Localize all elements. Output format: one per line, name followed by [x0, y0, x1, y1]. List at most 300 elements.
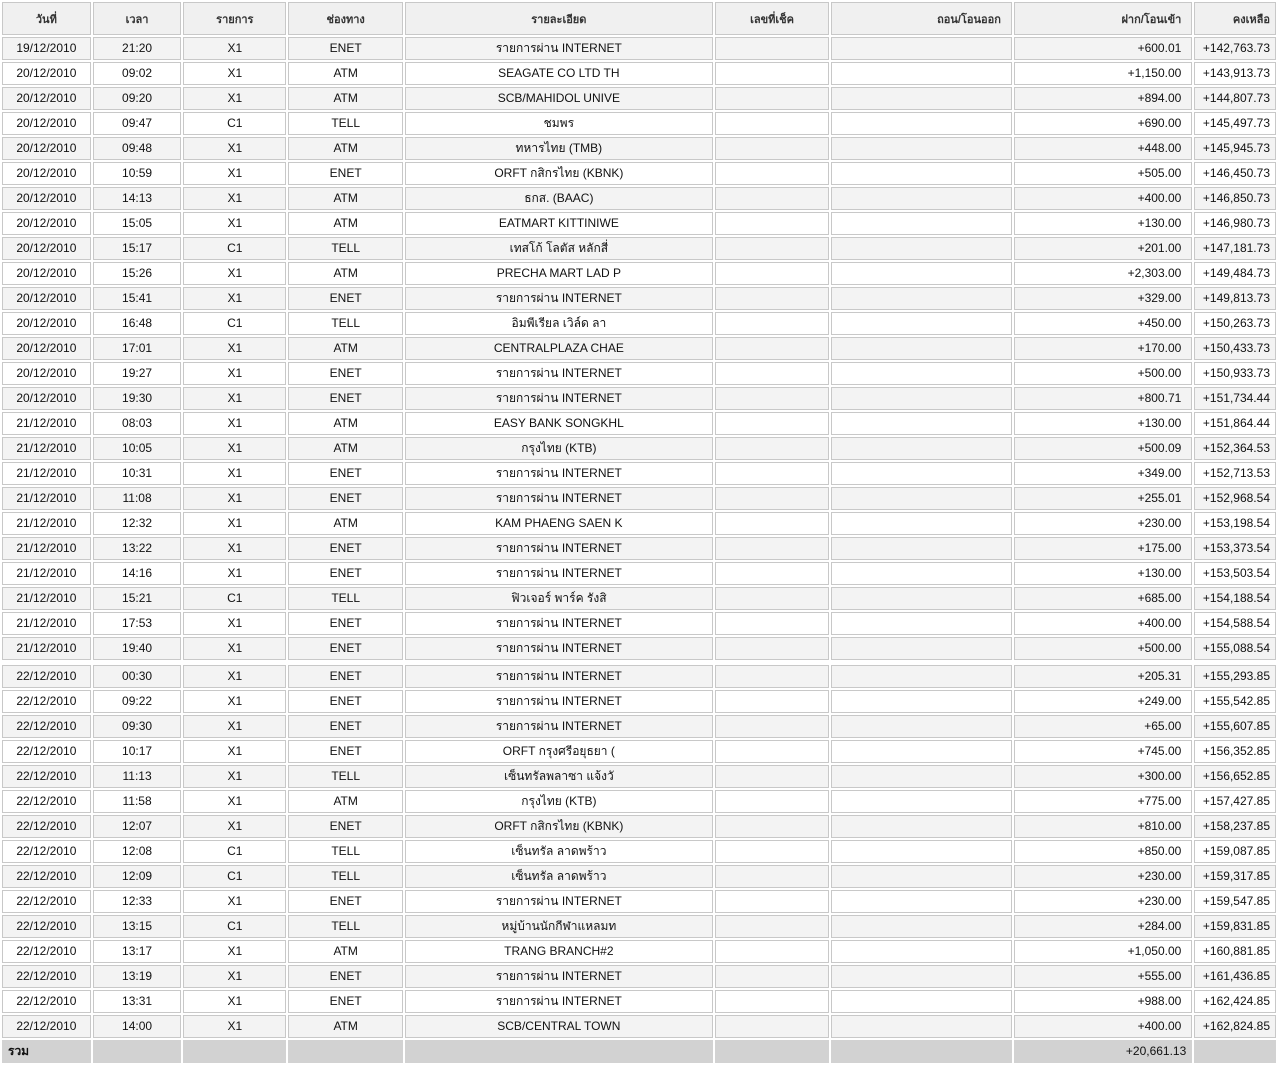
- cell-deposit: +284.00: [1014, 915, 1192, 938]
- cell-channel: TELL: [288, 765, 403, 788]
- cell-details: รายการผ่าน INTERNET: [405, 287, 712, 310]
- cell-channel: TELL: [288, 237, 403, 260]
- cell-channel: ENET: [288, 562, 403, 585]
- cell-transaction-code: X1: [183, 637, 286, 660]
- cell-channel: ENET: [288, 965, 403, 988]
- cell-withdrawal: [831, 690, 1011, 713]
- cell-withdrawal: [831, 262, 1011, 285]
- cell-transaction-code: X1: [183, 562, 286, 585]
- cell-time: 09:22: [93, 690, 182, 713]
- cell-withdrawal: [831, 487, 1011, 510]
- cell-time: 12:33: [93, 890, 182, 913]
- cell-withdrawal: [831, 537, 1011, 560]
- cell-cheque-no: [715, 965, 830, 988]
- cell-details: EASY BANK SONGKHL: [405, 412, 712, 435]
- col-header-channel[interactable]: ช่องทาง: [288, 2, 403, 35]
- cell-time: 13:22: [93, 537, 182, 560]
- table-row[interactable]: [2, 1015, 1276, 1038]
- cell-details: PRECHA MART LAD P: [405, 262, 712, 285]
- cell-balance: +150,263.73: [1194, 312, 1276, 335]
- table-row[interactable]: [2, 87, 1276, 110]
- cell-transaction-code: X1: [183, 162, 286, 185]
- cell-date: 20/12/2010: [2, 112, 91, 135]
- cell-time: 00:30: [93, 665, 182, 688]
- table-row[interactable]: [2, 715, 1276, 738]
- table-row[interactable]: [2, 665, 1276, 688]
- cell-details: รายการผ่าน INTERNET: [405, 562, 712, 585]
- cell-balance: +150,933.73: [1194, 362, 1276, 385]
- cell-details: รายการผ่าน INTERNET: [405, 612, 712, 635]
- cell-cheque-no: [715, 537, 830, 560]
- cell-balance: +158,237.85: [1194, 815, 1276, 838]
- cell-cheque-no: [715, 362, 830, 385]
- col-header-cheque-no[interactable]: เลขที่เช็ค: [715, 2, 830, 35]
- cell-deposit: +130.00: [1014, 212, 1192, 235]
- cell-withdrawal: [831, 412, 1011, 435]
- cell-transaction-code: C1: [183, 840, 286, 863]
- cell-details: CENTRALPLAZA CHAE: [405, 337, 712, 360]
- table-row[interactable]: [2, 512, 1276, 535]
- table-row[interactable]: [2, 890, 1276, 913]
- cell-deposit: +349.00: [1014, 462, 1192, 485]
- cell-deposit: +249.00: [1014, 690, 1192, 713]
- cell-date: 22/12/2010: [2, 740, 91, 763]
- cell-date: 22/12/2010: [2, 715, 91, 738]
- cell-time: 13:15: [93, 915, 182, 938]
- cell-time: 15:17: [93, 237, 182, 260]
- cell-cheque-no: [715, 815, 830, 838]
- cell-channel: ENET: [288, 715, 403, 738]
- cell-balance: +146,850.73: [1194, 187, 1276, 210]
- cell-channel: ENET: [288, 462, 403, 485]
- cell-withdrawal: [831, 562, 1011, 585]
- cell-withdrawal: [831, 387, 1011, 410]
- cell-channel: TELL: [288, 915, 403, 938]
- cell-deposit: +170.00: [1014, 337, 1192, 360]
- cell-details: เทสโก้ โลตัส หลักสี่: [405, 237, 712, 260]
- cell-balance: +159,087.85: [1194, 840, 1276, 863]
- cell-channel: ATM: [288, 1015, 403, 1038]
- cell-time: 09:20: [93, 87, 182, 110]
- cell-time: 21:20: [93, 37, 182, 60]
- cell-date: 20/12/2010: [2, 262, 91, 285]
- cell-deposit: +555.00: [1014, 965, 1192, 988]
- cell-transaction-code: X1: [183, 612, 286, 635]
- cell-details: ORFT กสิกรไทย (KBNK): [405, 815, 712, 838]
- cell-transaction-code: C1: [183, 865, 286, 888]
- cell-withdrawal: [831, 237, 1011, 260]
- col-header-details[interactable]: รายละเอียด: [405, 2, 712, 35]
- table-row[interactable]: [2, 62, 1276, 85]
- cell-cheque-no: [715, 112, 830, 135]
- cell-withdrawal: [831, 212, 1011, 235]
- cell-details: SEAGATE CO LTD TH: [405, 62, 712, 85]
- total-deposit: +20,661.13: [1014, 1040, 1192, 1063]
- cell-withdrawal: [831, 87, 1011, 110]
- transaction-table-body: [2, 37, 1276, 1038]
- cell-balance: +152,968.54: [1194, 487, 1276, 510]
- cell-time: 09:30: [93, 715, 182, 738]
- cell-withdrawal: [831, 287, 1011, 310]
- cell-date: 22/12/2010: [2, 815, 91, 838]
- cell-cheque-no: [715, 665, 830, 688]
- cell-withdrawal: [831, 1015, 1011, 1038]
- cell-time: 15:26: [93, 262, 182, 285]
- cell-date: 20/12/2010: [2, 87, 91, 110]
- cell-cheque-no: [715, 337, 830, 360]
- cell-details: ฟิวเจอร์ พาร์ค รังสิ: [405, 587, 712, 610]
- cell-cheque-no: [715, 587, 830, 610]
- cell-balance: +149,484.73: [1194, 262, 1276, 285]
- cell-details: กรุงไทย (KTB): [405, 437, 712, 460]
- cell-cheque-no: [715, 487, 830, 510]
- col-header-withdrawal[interactable]: ถอน/โอนออก: [831, 2, 1011, 35]
- cell-withdrawal: [831, 512, 1011, 535]
- cell-transaction-code: C1: [183, 312, 286, 335]
- cell-cheque-no: [715, 212, 830, 235]
- cell-date: 20/12/2010: [2, 287, 91, 310]
- cell-date: 22/12/2010: [2, 840, 91, 863]
- cell-balance: +162,824.85: [1194, 1015, 1276, 1038]
- cell-date: 22/12/2010: [2, 940, 91, 963]
- table-row[interactable]: [2, 790, 1276, 813]
- cell-cheque-no: [715, 237, 830, 260]
- cell-transaction-code: X1: [183, 387, 286, 410]
- cell-channel: ATM: [288, 337, 403, 360]
- col-header-transaction[interactable]: รายการ: [183, 2, 286, 35]
- cell-details: รายการผ่าน INTERNET: [405, 37, 712, 60]
- cell-date: 20/12/2010: [2, 312, 91, 335]
- cell-deposit: +130.00: [1014, 562, 1192, 585]
- cell-time: 15:41: [93, 287, 182, 310]
- table-row[interactable]: [2, 412, 1276, 435]
- table-row[interactable]: [2, 162, 1276, 185]
- table-row[interactable]: [2, 437, 1276, 460]
- cell-transaction-code: X1: [183, 462, 286, 485]
- cell-deposit: +205.31: [1014, 665, 1192, 688]
- cell-balance: +161,436.85: [1194, 965, 1276, 988]
- cell-withdrawal: [831, 637, 1011, 660]
- col-header-date[interactable]: วันที่: [2, 2, 91, 35]
- table-row[interactable]: [2, 187, 1276, 210]
- cell-withdrawal: [831, 990, 1011, 1013]
- cell-balance: +160,881.85: [1194, 940, 1276, 963]
- cell-balance: +159,831.85: [1194, 915, 1276, 938]
- cell-date: 21/12/2010: [2, 462, 91, 485]
- table-row[interactable]: [2, 612, 1276, 635]
- cell-details: รายการผ่าน INTERNET: [405, 965, 712, 988]
- cell-channel: ENET: [288, 37, 403, 60]
- cell-time: 08:03: [93, 412, 182, 435]
- cell-time: 19:30: [93, 387, 182, 410]
- table-row[interactable]: [2, 387, 1276, 410]
- cell-withdrawal: [831, 187, 1011, 210]
- cell-date: 21/12/2010: [2, 487, 91, 510]
- cell-deposit: +175.00: [1014, 537, 1192, 560]
- cell-balance: +146,450.73: [1194, 162, 1276, 185]
- cell-details: SCB/CENTRAL TOWN: [405, 1015, 712, 1038]
- cell-channel: ENET: [288, 537, 403, 560]
- cell-deposit: +65.00: [1014, 715, 1192, 738]
- cell-channel: ENET: [288, 740, 403, 763]
- cell-balance: +143,913.73: [1194, 62, 1276, 85]
- cell-channel: ATM: [288, 512, 403, 535]
- cell-date: 20/12/2010: [2, 212, 91, 235]
- cell-time: 14:13: [93, 187, 182, 210]
- cell-balance: +153,198.54: [1194, 512, 1276, 535]
- table-row[interactable]: [2, 337, 1276, 360]
- col-header-balance[interactable]: คงเหลือ: [1194, 2, 1276, 35]
- cell-date: 22/12/2010: [2, 690, 91, 713]
- cell-channel: ATM: [288, 262, 403, 285]
- table-row[interactable]: [2, 237, 1276, 260]
- cell-channel: ENET: [288, 487, 403, 510]
- cell-transaction-code: X1: [183, 715, 286, 738]
- cell-deposit: +690.00: [1014, 112, 1192, 135]
- cell-details: รายการผ่าน INTERNET: [405, 537, 712, 560]
- table-row[interactable]: [2, 37, 1276, 60]
- cell-balance: +151,734.44: [1194, 387, 1276, 410]
- cell-channel: ENET: [288, 612, 403, 635]
- cell-withdrawal: [831, 840, 1011, 863]
- cell-date: 22/12/2010: [2, 790, 91, 813]
- cell-deposit: +775.00: [1014, 790, 1192, 813]
- cell-channel: ENET: [288, 387, 403, 410]
- cell-cheque-no: [715, 312, 830, 335]
- cell-balance: +154,188.54: [1194, 587, 1276, 610]
- cell-cheque-no: [715, 890, 830, 913]
- cell-date: 20/12/2010: [2, 337, 91, 360]
- cell-cheque-no: [715, 865, 830, 888]
- cell-cheque-no: [715, 87, 830, 110]
- cell-deposit: +448.00: [1014, 137, 1192, 160]
- cell-deposit: +988.00: [1014, 990, 1192, 1013]
- table-row[interactable]: [2, 137, 1276, 160]
- cell-withdrawal: [831, 137, 1011, 160]
- cell-details: ORFT กสิกรไทย (KBNK): [405, 162, 712, 185]
- cell-withdrawal: [831, 890, 1011, 913]
- cell-details: รายการผ่าน INTERNET: [405, 690, 712, 713]
- total-row: [2, 1040, 1276, 1063]
- cell-deposit: +230.00: [1014, 865, 1192, 888]
- table-row[interactable]: [2, 462, 1276, 485]
- cell-balance: +162,424.85: [1194, 990, 1276, 1013]
- cell-balance: +156,652.85: [1194, 765, 1276, 788]
- cell-cheque-no: [715, 462, 830, 485]
- cell-date: 22/12/2010: [2, 865, 91, 888]
- table-row[interactable]: [2, 965, 1276, 988]
- cell-time: 09:48: [93, 137, 182, 160]
- cell-withdrawal: [831, 462, 1011, 485]
- cell-withdrawal: [831, 940, 1011, 963]
- cell-details: ORFT กรุงศรีอยุธยา (: [405, 740, 712, 763]
- cell-withdrawal: [831, 112, 1011, 135]
- cell-time: 10:05: [93, 437, 182, 460]
- cell-channel: ATM: [288, 790, 403, 813]
- cell-balance: +142,763.73: [1194, 37, 1276, 60]
- cell-deposit: +400.00: [1014, 187, 1192, 210]
- cell-withdrawal: [831, 665, 1011, 688]
- cell-balance: +155,293.85: [1194, 665, 1276, 688]
- col-header-time[interactable]: เวลา: [93, 2, 182, 35]
- table-row[interactable]: [2, 915, 1276, 938]
- cell-balance: +153,503.54: [1194, 562, 1276, 585]
- cell-transaction-code: X1: [183, 1015, 286, 1038]
- table-row[interactable]: [2, 487, 1276, 510]
- cell-channel: ENET: [288, 665, 403, 688]
- cell-date: 21/12/2010: [2, 637, 91, 660]
- cell-details: หมู่บ้านนักกีฬาแหลมท: [405, 915, 712, 938]
- cell-transaction-code: X1: [183, 437, 286, 460]
- total-label: รวม: [2, 1040, 91, 1063]
- cell-cheque-no: [715, 765, 830, 788]
- cell-details: รายการผ่าน INTERNET: [405, 637, 712, 660]
- cell-withdrawal: [831, 362, 1011, 385]
- cell-cheque-no: [715, 512, 830, 535]
- cell-transaction-code: X1: [183, 187, 286, 210]
- cell-deposit: +450.00: [1014, 312, 1192, 335]
- table-row[interactable]: [2, 815, 1276, 838]
- cell-time: 13:19: [93, 965, 182, 988]
- cell-cheque-no: [715, 740, 830, 763]
- cell-withdrawal: [831, 715, 1011, 738]
- cell-transaction-code: X1: [183, 137, 286, 160]
- cell-balance: +152,364.53: [1194, 437, 1276, 460]
- cell-cheque-no: [715, 62, 830, 85]
- cell-deposit: +800.71: [1014, 387, 1192, 410]
- cell-channel: ENET: [288, 287, 403, 310]
- cell-channel: ENET: [288, 162, 403, 185]
- table-row[interactable]: [2, 362, 1276, 385]
- table-row[interactable]: [2, 312, 1276, 335]
- cell-details: ทหารไทย (TMB): [405, 137, 712, 160]
- cell-date: 21/12/2010: [2, 562, 91, 585]
- cell-channel: ATM: [288, 62, 403, 85]
- cell-cheque-no: [715, 412, 830, 435]
- cell-deposit: +685.00: [1014, 587, 1192, 610]
- table-header-row: [2, 2, 1276, 35]
- cell-deposit: +300.00: [1014, 765, 1192, 788]
- cell-cheque-no: [715, 437, 830, 460]
- cell-withdrawal: [831, 62, 1011, 85]
- cell-balance: +155,607.85: [1194, 715, 1276, 738]
- cell-balance: +157,427.85: [1194, 790, 1276, 813]
- cell-deposit: +230.00: [1014, 512, 1192, 535]
- cell-cheque-no: [715, 790, 830, 813]
- col-header-deposit[interactable]: ฝาก/โอนเข้า: [1014, 2, 1192, 35]
- cell-transaction-code: X1: [183, 337, 286, 360]
- cell-date: 21/12/2010: [2, 437, 91, 460]
- cell-balance: +155,542.85: [1194, 690, 1276, 713]
- cell-channel: ENET: [288, 637, 403, 660]
- cell-date: 20/12/2010: [2, 137, 91, 160]
- cell-date: 22/12/2010: [2, 765, 91, 788]
- cell-deposit: +500.09: [1014, 437, 1192, 460]
- cell-withdrawal: [831, 865, 1011, 888]
- table-row[interactable]: [2, 262, 1276, 285]
- cell-time: 11:13: [93, 765, 182, 788]
- cell-deposit: +329.00: [1014, 287, 1192, 310]
- table-row[interactable]: [2, 690, 1276, 713]
- cell-cheque-no: [715, 690, 830, 713]
- cell-details: TRANG BRANCH#2: [405, 940, 712, 963]
- cell-transaction-code: X1: [183, 890, 286, 913]
- cell-balance: +156,352.85: [1194, 740, 1276, 763]
- cell-balance: +145,497.73: [1194, 112, 1276, 135]
- cell-details: รายการผ่าน INTERNET: [405, 890, 712, 913]
- cell-date: 22/12/2010: [2, 915, 91, 938]
- cell-channel: ATM: [288, 212, 403, 235]
- cell-date: 22/12/2010: [2, 1015, 91, 1038]
- cell-channel: TELL: [288, 312, 403, 335]
- cell-channel: ENET: [288, 815, 403, 838]
- table-row[interactable]: [2, 865, 1276, 888]
- cell-transaction-code: X1: [183, 287, 286, 310]
- cell-channel: ATM: [288, 940, 403, 963]
- cell-details: KAM PHAENG SAEN K: [405, 512, 712, 535]
- cell-channel: ATM: [288, 87, 403, 110]
- cell-date: 21/12/2010: [2, 612, 91, 635]
- table-row[interactable]: [2, 765, 1276, 788]
- cell-date: 21/12/2010: [2, 537, 91, 560]
- cell-date: 20/12/2010: [2, 387, 91, 410]
- table-row[interactable]: [2, 212, 1276, 235]
- cell-channel: TELL: [288, 840, 403, 863]
- table-row[interactable]: [2, 840, 1276, 863]
- cell-deposit: +400.00: [1014, 612, 1192, 635]
- table-row[interactable]: [2, 587, 1276, 610]
- cell-balance: +149,813.73: [1194, 287, 1276, 310]
- cell-cheque-no: [715, 612, 830, 635]
- cell-date: 20/12/2010: [2, 237, 91, 260]
- cell-date: 20/12/2010: [2, 162, 91, 185]
- cell-channel: ATM: [288, 137, 403, 160]
- cell-withdrawal: [831, 587, 1011, 610]
- cell-transaction-code: X1: [183, 362, 286, 385]
- cell-details: รายการผ่าน INTERNET: [405, 462, 712, 485]
- cell-deposit: +500.00: [1014, 362, 1192, 385]
- cell-withdrawal: [831, 740, 1011, 763]
- table-row[interactable]: [2, 537, 1276, 560]
- cell-channel: ENET: [288, 990, 403, 1013]
- table-row[interactable]: [2, 112, 1276, 135]
- table-row[interactable]: [2, 740, 1276, 763]
- table-row[interactable]: [2, 562, 1276, 585]
- cell-deposit: +130.00: [1014, 412, 1192, 435]
- cell-time: 14:00: [93, 1015, 182, 1038]
- cell-cheque-no: [715, 1015, 830, 1038]
- cell-time: 16:48: [93, 312, 182, 335]
- cell-time: 10:31: [93, 462, 182, 485]
- cell-details: เซ็นทรัล ลาดพร้าว: [405, 865, 712, 888]
- cell-time: 13:17: [93, 940, 182, 963]
- cell-withdrawal: [831, 790, 1011, 813]
- cell-transaction-code: C1: [183, 915, 286, 938]
- cell-details: EATMART KITTINIWE: [405, 212, 712, 235]
- table-row[interactable]: [2, 637, 1276, 660]
- table-row[interactable]: [2, 940, 1276, 963]
- table-row[interactable]: [2, 990, 1276, 1013]
- cell-date: 22/12/2010: [2, 665, 91, 688]
- cell-transaction-code: X1: [183, 965, 286, 988]
- cell-deposit: +500.00: [1014, 637, 1192, 660]
- table-row[interactable]: [2, 287, 1276, 310]
- cell-deposit: +201.00: [1014, 237, 1192, 260]
- cell-time: 17:53: [93, 612, 182, 635]
- cell-time: 15:21: [93, 587, 182, 610]
- cell-deposit: +1,150.00: [1014, 62, 1192, 85]
- cell-channel: ENET: [288, 890, 403, 913]
